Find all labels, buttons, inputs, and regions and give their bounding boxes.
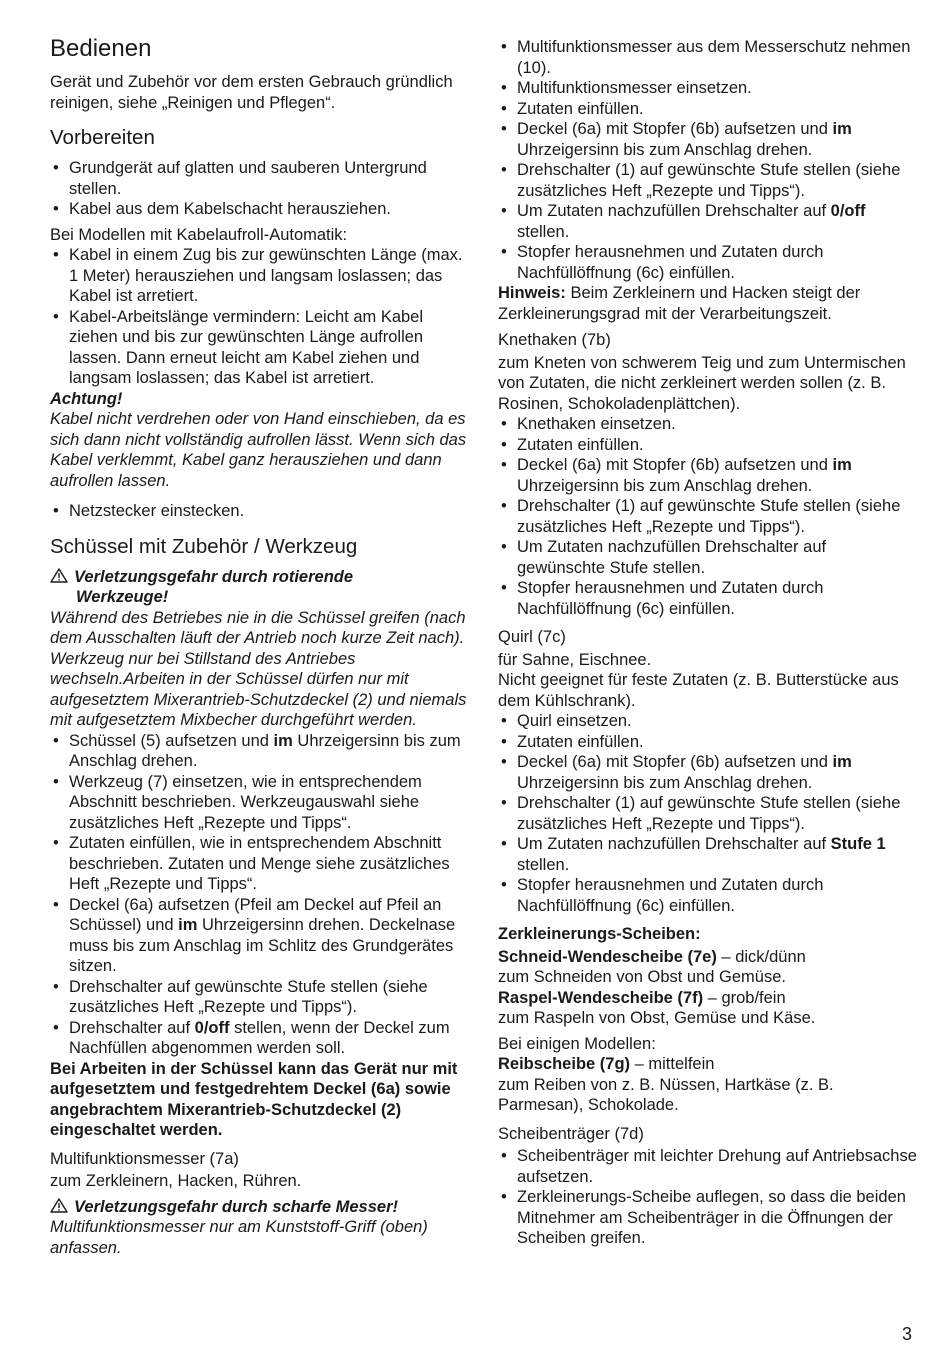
list-item: • Zutaten einfüllen. [498, 99, 918, 120]
list-item: • Netzstecker einstecken. [50, 501, 468, 522]
hinweis: Hinweis: Beim Zerkleinern und Hacken steigt der Zerkleinerungsgrad mit der Verarbeitungszeit. [498, 284, 861, 323]
multi-list [498, 37, 918, 283]
heading-quirl: Quirl (7c) [498, 628, 566, 646]
list-item: • Deckel (6a) mit Stopfer (6b) aufsetzen und im Uhrzeigersinn bis zum Anschlag drehen. [498, 455, 918, 496]
bold-note: Bei Arbeiten in der Schüssel kann das Gerät nur mit aufgesetztem und festgedrehtem Deckel (6a) sowie angebrachtem Mixerantrieb-Schutzdeckel (2) eingeschaltet werden. [50, 1059, 458, 1139]
heading-bedienen: Bedienen [50, 35, 152, 62]
warning-title: Verletzungsgefahr durch scharfe Messer! [74, 1197, 398, 1216]
list-item: • Drehschalter (1) auf gewünschte Stufe stellen (siehe zusätzliches Heft „Rezepte und Tipps“). [498, 793, 918, 834]
list-item: • Kabel-Arbeitslänge vermindern: Leicht am Kabel ziehen und bis zur gewünschten Länge aufrollen lassen. Dann erneut leicht am Kabel ziehen und langsam loslassen; das Kabel ist arretiert. [50, 307, 468, 389]
list-item: • Multifunktionsmesser einsetzen. [498, 78, 918, 99]
warning-text: Multifunktionsmesser nur am Kunststoff-Griff (oben) anfassen. [50, 1218, 428, 1257]
warning-triangle-icon [50, 568, 68, 583]
list-item: • Multifunktionsmesser aus dem Messerschutz nehmen (10). [498, 37, 918, 78]
list-item: • Um Zutaten nachzufüllen Drehschalter auf Stufe 1 stellen. [498, 834, 918, 875]
heading-knethaken: Knethaken (7b) [498, 331, 611, 349]
raspel-text: zum Raspeln von Obst, Gemüse und Käse. [498, 1009, 816, 1027]
einige-modelle: Bei einigen Modellen: [498, 1034, 656, 1053]
list-item: • Deckel (6a) mit Stopfer (6b) aufsetzen und im Uhrzeigersinn bis zum Anschlag drehen. [498, 752, 918, 793]
warning-sharp-blades [50, 1197, 468, 1259]
list-item: • Stopfer herausnehmen und Zutaten durch Nachfüllöffnung (6c) einfüllen. [498, 242, 918, 283]
list-item: • Zutaten einfüllen, wie in entsprechendem Abschnitt beschrieben. Zutaten und Menge siehe zusätzliches Heft „Rezepte und Tipps“. [50, 833, 468, 895]
list-item: • Kabel aus dem Kabelschacht herausziehen. [50, 199, 468, 220]
multi-text: zum Zerkleinern, Hacken, Rühren. [50, 1172, 302, 1190]
warning-rotating-tools [50, 567, 468, 731]
page-number: 3 [901, 1324, 912, 1344]
list-item: • Drehschalter auf 0/off stellen, wenn der Deckel zum Nachfüllen abgenommen werden soll. [50, 1018, 468, 1059]
knethaken-list [498, 414, 918, 619]
list-item: • Knethaken einsetzen. [498, 414, 918, 435]
scheibentraeger-list [498, 1146, 918, 1249]
quirl-text-1: für Sahne, Eischnee. [498, 650, 652, 669]
heading-zerkleinerungs-scheiben: Zerkleinerungs-Scheiben: [498, 925, 701, 943]
schuessel-list [50, 731, 468, 1059]
right-column [498, 37, 918, 1249]
schneid-text: zum Schneiden von Obst und Gemüse. [498, 968, 786, 986]
quirl-text-2: Nicht geeignet für feste Zutaten (z. B. Butterstücke aus dem Kühlschrank). [498, 671, 899, 710]
list-item: • Drehschalter auf gewünschte Stufe stellen (siehe zusätzliches Heft „Rezepte und Tipps“). [50, 977, 468, 1018]
list-item: • Werkzeug (7) einsetzen, wie in entsprechendem Abschnitt beschrieben. Werkzeugauswahl siehe zusätzliches Heft „Rezepte und Tipps“. [50, 772, 468, 834]
list-item: • Um Zutaten nachzufüllen Drehschalter auf gewünschte Stufe stellen. [498, 537, 918, 578]
warning-text: Während des Betriebes nie in die Schüssel greifen (nach dem Ausschalten läuft der Antrieb noch kurze Zeit nach). Werkzeug nur bei Stillstand des Antriebes wechseln.Arbeiten in der Schüssel dürfen nur mit aufgesetztem Mixerantrieb-Schutzdeckel (2) und niemals mit aufgesetztem Mixbecher durchgeführt werden. [50, 608, 467, 729]
list-item: • Deckel (6a) mit Stopfer (6b) aufsetzen und im Uhrzeigersinn bis zum Anschlag drehen. [498, 119, 918, 160]
list-item: • Stopfer herausnehmen und Zutaten durch Nachfüllöffnung (6c) einfüllen. [498, 578, 918, 619]
list-item: • Um Zutaten nachzufüllen Drehschalter auf 0/off stellen. [498, 201, 918, 242]
list-item: • Stopfer herausnehmen und Zutaten durch Nachfüllöffnung (6c) einfüllen. [498, 875, 918, 916]
list-item: • Scheibenträger mit leichter Drehung auf Antriebsachse aufsetzen. [498, 1146, 918, 1187]
warning-triangle-icon [50, 1198, 68, 1213]
heading-vorbereiten: Vorbereiten [50, 126, 155, 149]
knethaken-text: zum Kneten von schwerem Teig und zum Untermischen von Zutaten, die nicht zerkleinert werden sollen (z. B. Rosinen, Schokoladenplättchen). [498, 353, 906, 413]
list-item: • Grundgerät auf glatten und sauberen Untergrund stellen. [50, 158, 468, 199]
raspel-line: Raspel-Wendescheibe (7f) – grob/fein [498, 988, 786, 1007]
heading-scheibentraeger: Scheibenträger (7d) [498, 1124, 644, 1143]
list-item: • Zutaten einfüllen. [498, 435, 918, 456]
warning-title-cont: Werkzeuge! [76, 588, 169, 606]
heading-schuessel: Schüssel mit Zubehör / Werkzeug [50, 534, 358, 558]
left-column [50, 34, 468, 1258]
prep-list [50, 158, 468, 220]
list-item: • Zutaten einfüllen. [498, 732, 918, 753]
intro-text: Gerät und Zubehör vor dem ersten Gebrauch gründlich reinigen, siehe „Reinigen und Pflegen“. [50, 73, 453, 112]
list-item: • Schüssel (5) aufsetzen und im Uhrzeigersinn bis zum Anschlag drehen. [50, 731, 468, 772]
schneid-line: Schneid-Wendescheibe (7e) – dick/dünn [498, 947, 806, 966]
heading-multifunktionsmesser: Multifunktionsmesser (7a) [50, 1149, 239, 1168]
quirl-list [498, 711, 918, 916]
list-item: • Zerkleinerungs-Scheibe auflegen, so dass die beiden Mitnehmer am Scheibenträger in die Öffnungen der Scheiben greifen. [498, 1187, 918, 1249]
list-item: • Kabel in einem Zug bis zur gewünschten Länge (max. 1 Meter) herausziehen und langsam loslassen; das Kabel ist arretiert. [50, 245, 468, 307]
reib-text: zum Reiben von z. B. Nüssen, Hartkäse (z. B. Parmesan), Schokolade. [498, 1075, 834, 1114]
kabelaufroll-intro: Bei Modellen mit Kabelaufroll-Automatik: [50, 225, 348, 244]
reib-line: Reibscheibe (7g) – mittelfein [498, 1055, 715, 1073]
list-item: • Quirl einsetzen. [498, 711, 918, 732]
list-item: • Drehschalter (1) auf gewünschte Stufe stellen (siehe zusätzliches Heft „Rezepte und Tipps“). [498, 160, 918, 201]
achtung-text: Kabel nicht verdrehen oder von Hand einschieben, da es sich dann nicht vollständig aufrollen lässt. Wenn sich das Kabel verklemmt, Kabel ganz herausziehen und dann aufrollen lassen. [50, 410, 467, 490]
warning-title: Verletzungsgefahr durch rotierende [74, 567, 354, 586]
kabel-list [50, 245, 468, 389]
achtung-title: Achtung! [50, 389, 123, 408]
netz-list [50, 501, 468, 522]
list-item: • Drehschalter (1) auf gewünschte Stufe stellen (siehe zusätzliches Heft „Rezepte und Tipps“). [498, 496, 918, 537]
list-item: • Deckel (6a) aufsetzen (Pfeil am Deckel auf Pfeil an Schüssel) und im Uhrzeigersinn drehen. Deckelnase muss bis zum Anschlag im Schlitz des Grundgerätes sitzen. [50, 895, 468, 977]
